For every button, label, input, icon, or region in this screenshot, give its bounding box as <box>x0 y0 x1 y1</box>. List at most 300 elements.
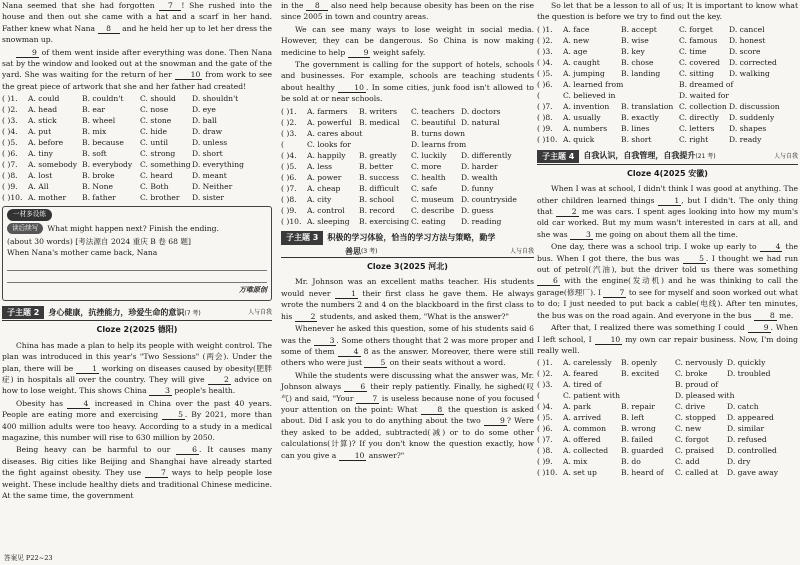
option-choice[interactable]: B. exercising <box>359 216 410 226</box>
option-choice[interactable]: B. medical <box>359 117 400 127</box>
option-choice[interactable]: D. honest <box>729 35 766 45</box>
subtopic-tag: 子主题 2 <box>2 306 44 319</box>
answer-blank[interactable]: 6 <box>537 276 560 286</box>
answer-bracket[interactable]: ( )1. <box>281 106 297 116</box>
answer-bracket[interactable]: ( <box>281 139 284 149</box>
option-choice[interactable]: D. quickly <box>727 358 766 368</box>
option-choice[interactable]: D. dry <box>727 457 751 467</box>
option-choice[interactable]: D. troubled <box>727 369 771 379</box>
option-choice[interactable]: A. put <box>28 127 52 137</box>
answer-blank[interactable]: 9 <box>748 323 771 333</box>
option-choice[interactable]: C. forgot <box>675 435 709 445</box>
option-choice[interactable]: A. usually <box>563 112 601 122</box>
subtopic-title: 自我认识，自我管理，自我提升(21 考) <box>583 151 716 161</box>
option-choice[interactable]: D. wealth <box>461 172 498 182</box>
option-choice[interactable]: D. funny <box>461 183 494 193</box>
answer-bracket[interactable]: ( <box>537 391 540 401</box>
option-choice[interactable]: A. mix <box>563 457 588 467</box>
answer-blank[interactable]: 10 <box>595 335 623 345</box>
answer-blank[interactable]: 8 <box>306 1 328 11</box>
option-choice[interactable]: A. numbers <box>563 123 608 133</box>
option-choice[interactable]: A. stick <box>28 116 57 126</box>
option-choice[interactable]: D. corrected <box>729 57 777 67</box>
option-choice[interactable]: B. excited <box>621 369 660 379</box>
option-choice[interactable]: B. couldn't <box>82 94 124 104</box>
passage-text: increased in China over the past 40 years. People are eating more and exercising <box>2 398 273 420</box>
option-choice[interactable]: C. more <box>411 161 442 171</box>
subtopic-2-header <box>2 305 272 321</box>
answer-blank[interactable]: 7 <box>145 468 168 478</box>
option-choice[interactable] <box>727 390 781 401</box>
option-choice[interactable]: C. health <box>411 172 446 182</box>
option-choice[interactable]: B. landing <box>621 68 661 78</box>
passage-text: of them went inside after everything was done. Then Nana sat by the window and looked out at the snowman and the gate of the yard. She was waiting for the return of her <box>2 47 272 80</box>
option-choice[interactable]: C. beautiful <box>411 117 456 127</box>
option-choice[interactable]: C. called at <box>675 468 719 478</box>
option-choice[interactable] <box>359 139 411 150</box>
answer-blank[interactable]: 8 <box>421 405 444 415</box>
answer-bracket[interactable]: ( )7. <box>2 160 18 170</box>
cloze-title: Cloze 2(2025 德阳) <box>96 325 178 335</box>
passage-text: answer?" <box>366 450 405 460</box>
option-row <box>281 172 534 183</box>
option-choice[interactable]: A. cares about <box>307 128 363 138</box>
option-row <box>537 456 798 467</box>
passage-text: advice on how to lose weight. This shows China <box>2 374 272 396</box>
option-choice[interactable] <box>621 390 675 401</box>
answer-bracket[interactable]: ( )10. <box>2 193 23 203</box>
option-choice[interactable]: C. covered <box>679 57 720 67</box>
option-choice[interactable]: B. record <box>359 205 395 215</box>
passage-text: After that, I realized there was something I could <box>551 323 748 333</box>
passage-paragraph <box>2 47 272 93</box>
option-choice[interactable]: D. eye <box>192 105 216 115</box>
option-choice[interactable] <box>729 79 783 90</box>
option-choice[interactable]: C. broke <box>675 369 708 379</box>
option-choice[interactable]: A. invention <box>563 101 610 111</box>
option-choice[interactable]: A. mother <box>28 193 67 203</box>
option-choice[interactable]: C. drive <box>675 402 706 412</box>
option-choice[interactable]: B. success <box>359 172 399 182</box>
option-choice[interactable]: C. until <box>140 138 169 148</box>
option-choice[interactable]: C. right <box>679 134 709 144</box>
answer-blank[interactable]: 1 <box>335 289 358 299</box>
passage-text: Whenever he asked this question, some of his students said 6 was the <box>281 324 534 345</box>
answer-blank[interactable]: 10 <box>175 70 203 80</box>
answer-blank[interactable]: 10 <box>338 83 366 93</box>
option-choice[interactable]: B. dreamed of <box>679 79 734 89</box>
option-choice[interactable]: B. repair <box>621 402 655 412</box>
option-choice[interactable] <box>621 79 679 90</box>
option-choice[interactable]: C. eating <box>411 216 446 226</box>
answer-bracket[interactable]: ( )4. <box>2 127 18 137</box>
answer-bracket[interactable]: ( )7. <box>537 101 553 111</box>
option-choice[interactable] <box>461 139 513 150</box>
option-row <box>281 194 534 205</box>
answer-bracket[interactable]: ( )4. <box>537 57 553 67</box>
subtopic-title: 积极的学习体验，恰当的学习方法与策略，勤学 <box>327 233 496 243</box>
option-choice[interactable]: B. openly <box>621 358 657 368</box>
answer-blank[interactable]: 1 <box>76 364 99 374</box>
answer-blank[interactable]: 3 <box>314 336 337 346</box>
option-choice[interactable]: C. should <box>140 94 176 104</box>
passage-text: the bus. When I got there, the bus was <box>537 242 798 263</box>
answer-blank[interactable]: 2 <box>295 312 318 322</box>
option-choice[interactable]: B. ear <box>82 105 106 115</box>
option-choice[interactable]: C. luckily <box>411 150 447 160</box>
option-choice[interactable] <box>621 90 679 101</box>
option-choice[interactable]: A. park <box>563 402 591 412</box>
answer-blank[interactable]: 9 <box>348 48 371 58</box>
option-choice[interactable]: C. heard <box>140 171 173 181</box>
answer-bracket[interactable]: ( )4. <box>537 402 553 412</box>
answer-bracket[interactable]: ( )2. <box>281 117 297 127</box>
answer-bracket[interactable]: ( )3. <box>281 128 297 138</box>
option-choice[interactable]: B. school <box>359 194 395 204</box>
option-choice[interactable]: C. stone <box>140 116 172 126</box>
option-choice[interactable]: B. chose <box>621 57 654 67</box>
answer-blank[interactable]: 9 <box>16 48 39 58</box>
column-left <box>2 0 272 565</box>
option-choice[interactable]: C. describe <box>411 205 455 215</box>
answer-bracket[interactable]: ( )6. <box>281 172 297 182</box>
option-choice[interactable]: A. carelessly <box>563 358 612 368</box>
answer-blank[interactable]: 6 <box>176 445 199 455</box>
option-choice[interactable]: D. draw <box>192 127 223 137</box>
option-row <box>2 159 272 170</box>
option-choice[interactable]: C. nose <box>140 105 169 115</box>
option-choice[interactable]: B. greatly <box>359 150 397 160</box>
option-row <box>537 445 798 456</box>
option-choice[interactable]: A. happily <box>307 150 346 160</box>
passage-text: with the engine(发动机) and he was thinking to call the garage(修理厂). I <box>537 276 798 297</box>
passage-text: Nana seemed that she had forgotten <box>2 1 160 10</box>
option-choice[interactable]: B. proud of <box>675 380 719 390</box>
option-choice[interactable]: D. pleased with <box>675 391 735 401</box>
option-row <box>537 24 798 35</box>
option-choice[interactable] <box>359 128 411 139</box>
option-choice[interactable]: C. believed in <box>563 90 616 100</box>
option-choice[interactable] <box>621 379 675 390</box>
passage-text: on their seats without a word. <box>387 358 506 368</box>
option-choice[interactable]: B. accept <box>621 24 657 34</box>
option-row <box>2 170 272 181</box>
answer-bracket[interactable]: ( )7. <box>537 435 553 445</box>
option-choice[interactable]: C. sitting <box>679 68 714 78</box>
option-choice[interactable]: C. praised <box>675 446 715 456</box>
passage-text: ? Were they asked to be added, subtracted(减) or to do some other calculations(计算)? If you don't know the question exactly, how can you give a <box>281 416 534 460</box>
option-choice[interactable]: D. guess <box>461 205 494 215</box>
answer-bracket[interactable]: ( )3. <box>537 46 553 56</box>
option-choice[interactable]: A. somebody <box>28 160 78 170</box>
passage-text: . It causes many diseases. Big cities like Beijing and Shanghai have already started the fight against obesity. They use <box>2 445 273 478</box>
option-choice[interactable]: B. heard of <box>621 468 664 478</box>
option-choice[interactable]: D. waited for <box>679 90 729 100</box>
answer-bracket[interactable]: ( )10. <box>537 468 558 478</box>
option-choice[interactable]: B. wise <box>621 35 649 45</box>
option-choice[interactable]: A. offered <box>563 435 601 445</box>
option-choice[interactable]: A. cheap <box>307 183 341 193</box>
answer-bracket[interactable]: ( )5. <box>537 413 553 423</box>
option-choice[interactable]: C. Both <box>140 182 169 192</box>
passage-text: . I thought we had run out of petrol(汽油), but the driver told us there was something <box>537 253 798 275</box>
option-choice[interactable] <box>461 128 513 139</box>
answer-bracket[interactable]: ( )8. <box>2 171 18 181</box>
option-choice[interactable] <box>727 379 781 390</box>
option-row <box>537 57 798 68</box>
answer-blank[interactable]: 4 <box>760 242 783 252</box>
option-choice[interactable]: D. meant <box>192 171 227 181</box>
answer-blank[interactable]: 5 <box>683 254 706 264</box>
answer-bracket[interactable]: ( )8. <box>537 112 553 122</box>
option-choice[interactable]: A. less <box>307 161 333 171</box>
option-choice[interactable]: D. countryside <box>461 194 517 204</box>
option-choice[interactable]: B. do <box>621 457 641 467</box>
passage-paragraph <box>281 323 534 369</box>
option-choice[interactable]: A. tired of <box>563 380 602 390</box>
option-choice[interactable]: A. face <box>563 24 590 34</box>
answer-bracket[interactable]: ( )3. <box>537 380 553 390</box>
answer-blank[interactable]: 2 <box>208 375 231 385</box>
option-row <box>537 79 798 90</box>
option-choice[interactable]: B. difficult <box>359 183 400 193</box>
option-choice[interactable]: D. walking <box>729 68 770 78</box>
answer-blank[interactable]: 4 <box>338 347 361 357</box>
passage-text: When I was at school, I didn't think I was good at anything. The other children learned things <box>537 184 798 205</box>
option-choice[interactable]: A. farmers <box>307 106 348 116</box>
option-choice[interactable]: A. All <box>28 182 49 192</box>
option-choice[interactable]: D. natural <box>461 117 500 127</box>
option-choice[interactable]: C. collection <box>679 101 727 111</box>
option-choice[interactable]: A. power <box>307 172 342 182</box>
passage-text: . Some others thought that 2 was more proper and some of them <box>281 335 534 356</box>
answer-bracket[interactable]: ( <box>537 90 540 100</box>
task-pill: 一材多设练 <box>7 209 52 220</box>
answer-bracket[interactable]: ( )8. <box>281 194 297 204</box>
answer-bracket[interactable]: ( )2. <box>537 35 553 45</box>
answer-bracket[interactable]: ( )9. <box>2 182 18 192</box>
option-choice[interactable]: D. shapes <box>729 123 767 133</box>
option-choice[interactable]: D. discussion <box>729 101 780 111</box>
passage-text: me. <box>776 310 794 320</box>
option-choice[interactable]: B. better <box>359 161 393 171</box>
subtopic-3-header-line2: 善思 (3 考) 人与自我 <box>281 246 534 258</box>
option-choice[interactable]: C. museum <box>411 194 454 204</box>
option-choice[interactable]: B. soft <box>82 149 107 159</box>
option-choice[interactable]: B. exactly <box>621 112 659 122</box>
subtopic-tag: 子主题 4 <box>537 150 579 163</box>
option-choice[interactable]: B. wheel <box>82 116 116 126</box>
option-choice[interactable]: C. add <box>675 457 700 467</box>
option-choice[interactable]: A. learned from <box>563 79 624 89</box>
option-choice[interactable]: A. jumping <box>563 68 605 78</box>
option-choice[interactable]: B. left <box>621 413 645 423</box>
option-choice[interactable]: D. controlled <box>727 446 777 456</box>
answer-blank[interactable]: 6 <box>344 382 367 392</box>
answer-bracket[interactable]: ( )4. <box>281 150 297 160</box>
answer-blank[interactable]: 7 <box>356 394 379 404</box>
answer-bracket[interactable]: ( )10. <box>281 216 302 226</box>
option-choice[interactable]: B. because <box>82 138 124 148</box>
option-choice[interactable]: D. catch <box>727 402 759 412</box>
answer-bracket[interactable]: ( )2. <box>2 105 18 115</box>
option-choice[interactable]: D. cancel <box>729 24 765 34</box>
answer-bracket[interactable]: ( )9. <box>537 123 553 133</box>
option-choice[interactable]: C. nervously <box>675 358 723 368</box>
option-choice[interactable]: B. None <box>82 182 114 192</box>
option-choice[interactable]: A. lost <box>28 171 53 181</box>
option-row <box>281 106 534 117</box>
option-choice[interactable]: D. shouldn't <box>192 94 239 104</box>
option-choice[interactable]: C. new <box>675 424 702 434</box>
subtopic-category: 人与自我 <box>247 309 272 317</box>
answer-bracket[interactable]: ( )8. <box>537 446 553 456</box>
answer-bracket[interactable]: ( )9. <box>537 457 553 467</box>
option-choice[interactable]: D. appeared <box>727 413 774 423</box>
option-choice[interactable]: A. caught <box>563 57 600 67</box>
answer-blank[interactable]: 1 <box>658 196 681 206</box>
answer-blank[interactable]: 5 <box>162 410 185 420</box>
option-choice[interactable]: A. before <box>28 138 64 148</box>
option-choice[interactable]: C. famous <box>679 35 718 45</box>
option-choice[interactable]: D. suddenly <box>729 112 775 122</box>
option-choice[interactable]: A. control <box>307 205 345 215</box>
option-choice[interactable]: D. doctors <box>461 106 501 116</box>
option-choice[interactable]: A. common <box>563 424 607 434</box>
passage-paragraph <box>2 340 272 397</box>
answer-blank[interactable]: 8 <box>754 311 777 321</box>
answer-bracket[interactable]: ( )7. <box>281 183 297 193</box>
option-row <box>537 123 798 134</box>
cloze2-passage-end <box>281 0 534 105</box>
answer-blank[interactable]: 5 <box>364 358 387 368</box>
option-choice[interactable]: C. hide <box>140 127 168 137</box>
option-choice[interactable]: C. stopped <box>675 413 716 423</box>
answer-line[interactable] <box>7 273 267 283</box>
option-choice[interactable]: D. similar <box>727 424 765 434</box>
option-choice[interactable]: B. writers <box>359 106 398 116</box>
option-choice[interactable]: B. guarded <box>621 446 664 456</box>
option-choice[interactable]: A. set up <box>563 468 597 478</box>
option-choice[interactable]: C. directly <box>679 112 719 122</box>
option-choice[interactable]: A. tiny <box>28 149 53 159</box>
answer-blank[interactable]: 3 <box>149 386 172 396</box>
option-choice[interactable]: C. patient with <box>563 391 620 401</box>
option-choice[interactable]: A. age <box>563 46 588 56</box>
option-choice[interactable]: C. safe <box>411 183 438 193</box>
option-choice[interactable]: D. sister <box>192 193 225 203</box>
option-choice[interactable]: D. score <box>729 46 761 56</box>
option-choice[interactable]: B. mix <box>82 127 107 137</box>
option-choice[interactable]: B. failed <box>621 435 653 445</box>
option-choice[interactable]: B. broke <box>82 171 115 181</box>
option-choice[interactable]: B. turns down <box>411 128 466 138</box>
option-choice[interactable]: A. new <box>563 35 590 45</box>
answer-bracket[interactable]: ( )1. <box>537 358 553 368</box>
answer-bracket[interactable]: ( )3. <box>2 116 18 126</box>
answer-blank[interactable]: 7 <box>159 1 181 11</box>
answer-blank[interactable]: 8 <box>98 24 120 34</box>
option-choice[interactable] <box>729 90 783 101</box>
answer-bracket[interactable]: ( )1. <box>2 94 18 104</box>
option-choice[interactable]: A. arrived <box>563 413 602 423</box>
option-row <box>2 192 272 203</box>
option-choice[interactable]: C. something <box>140 160 191 170</box>
option-choice[interactable]: B. lines <box>621 123 650 133</box>
passage-paragraph <box>2 444 272 501</box>
option-choice[interactable]: C. strong <box>140 149 176 159</box>
option-choice[interactable]: D. short <box>192 149 223 159</box>
option-choice[interactable]: B. father <box>82 193 116 203</box>
answer-bracket[interactable]: ( )5. <box>537 68 553 78</box>
option-choice[interactable]: A. could <box>28 94 60 104</box>
option-choice[interactable]: B. wrong <box>621 424 656 434</box>
answer-bracket[interactable]: ( )2. <box>537 369 553 379</box>
option-choice[interactable]: B. translation <box>621 101 674 111</box>
answer-blank[interactable]: 10 <box>339 451 367 461</box>
answer-bracket[interactable]: ( )6. <box>537 424 553 434</box>
answer-line[interactable] <box>7 261 267 271</box>
answer-blank[interactable]: 9 <box>484 416 507 426</box>
option-choice[interactable]: D. ball <box>192 116 217 126</box>
option-choice[interactable]: D. harder <box>461 161 498 171</box>
option-choice[interactable]: A. head <box>28 105 58 115</box>
answer-bracket[interactable]: ( )6. <box>537 79 553 89</box>
option-choice[interactable]: A. sleeping <box>307 216 350 226</box>
option-choice[interactable]: C. teachers <box>411 106 455 116</box>
option-choice[interactable]: A. city <box>307 194 332 204</box>
answer-blank[interactable]: 3 <box>570 230 593 240</box>
answer-blank[interactable]: 7 <box>603 288 626 298</box>
passage-text: Mr. Johnson was an excellent maths teacher. His students would never <box>281 277 534 298</box>
passage-text: me going on about them all the time. <box>592 229 738 239</box>
option-choice[interactable]: B. everybody <box>82 160 133 170</box>
passage-text: We can see many ways to lose weight in social media. However, they can be dangerous. So China is now making medicine to help <box>281 24 534 57</box>
option-choice[interactable]: D. reading <box>461 216 502 226</box>
option-choice[interactable]: D. gave away <box>727 468 779 478</box>
option-choice[interactable]: A. powerful <box>307 117 352 127</box>
answer-bracket[interactable]: ( )1. <box>537 24 553 34</box>
option-choice[interactable]: D. learns from <box>411 139 467 149</box>
subtopic-3-header <box>281 231 534 246</box>
option-choice[interactable]: D. ready <box>729 134 762 144</box>
option-choice[interactable]: B. short <box>621 134 652 144</box>
option-row <box>281 205 534 216</box>
answer-bracket[interactable]: ( )6. <box>2 149 18 159</box>
option-choice[interactable]: D. differently <box>461 150 512 160</box>
answer-bracket[interactable]: ( )9. <box>281 205 297 215</box>
option-choice[interactable]: C. time <box>679 46 707 56</box>
answer-blank[interactable]: 4 <box>67 399 90 409</box>
option-choice[interactable]: D. unless <box>192 138 228 148</box>
option-choice[interactable]: B. key <box>621 46 645 56</box>
option-choice[interactable]: D. refused <box>727 435 767 445</box>
option-row <box>281 183 534 194</box>
option-choice[interactable]: A. collected <box>563 446 609 456</box>
answer-blank[interactable]: 2 <box>556 207 579 217</box>
option-choice[interactable]: C. looks for <box>307 139 351 149</box>
option-choice[interactable]: C. brother <box>140 193 180 203</box>
option-choice[interactable]: D. everything <box>192 160 244 170</box>
option-choice[interactable]: C. forget <box>679 24 713 34</box>
option-choice[interactable]: A. quick <box>563 134 595 144</box>
answer-bracket[interactable]: ( )5. <box>2 138 18 148</box>
answer-bracket[interactable]: ( )5. <box>281 161 297 171</box>
option-choice[interactable]: C. letters <box>679 123 715 133</box>
answer-bracket[interactable]: ( )10. <box>537 134 558 144</box>
option-choice[interactable]: A. feared <box>563 369 599 379</box>
option-choice[interactable]: D. Neither <box>192 182 233 192</box>
